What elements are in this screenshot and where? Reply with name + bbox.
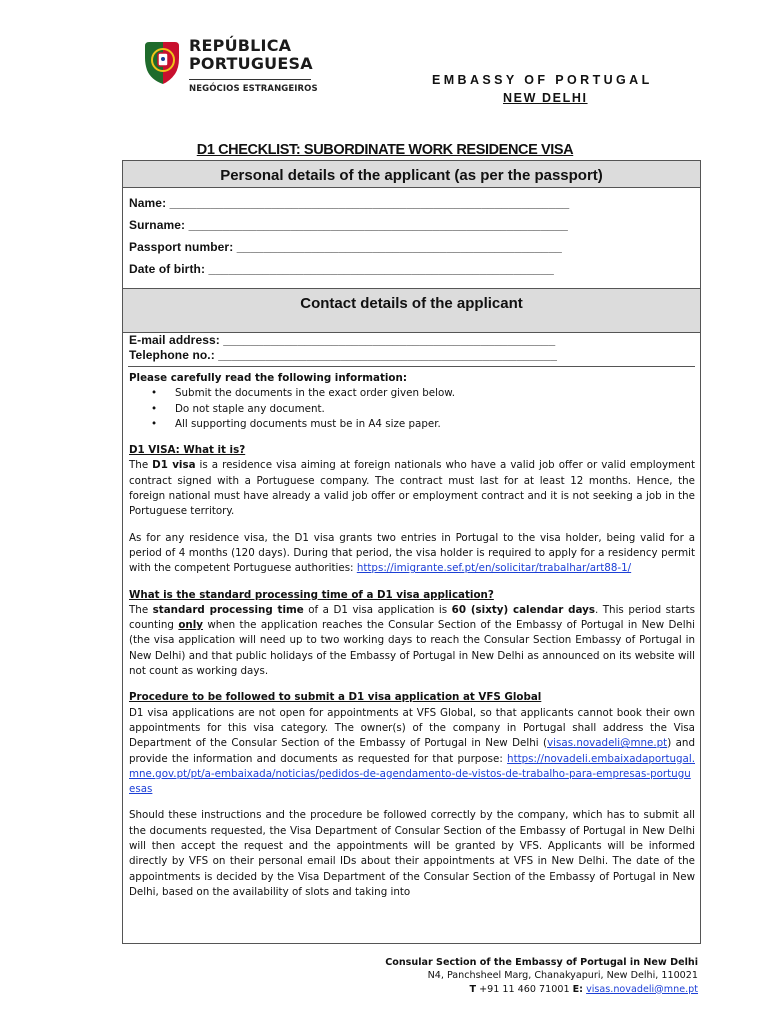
embassy-city: NEW DELHI bbox=[503, 91, 588, 105]
section-divider bbox=[128, 366, 695, 367]
processing-time-paragraph bbox=[129, 603, 695, 679]
procedure-paragraph bbox=[129, 706, 695, 798]
checklist-box bbox=[122, 160, 701, 944]
text-run: D1 visa applications are not open for appointments at VFS Global, so that applicants cannot book their own appointments for this visa category. The owner(s) of the company in Portugal shall address the Visa Department of the Consular Section of the Embassy of Portugal in New Delhi ( bbox=[129, 706, 695, 750]
email-field[interactable]: E-mail address: _________________________________________________ bbox=[129, 333, 556, 347]
text-run: The bbox=[129, 603, 153, 616]
footer-office: Consular Section of the Embassy of Portugal in New Delhi bbox=[385, 957, 698, 968]
footer-address: N4, Panchsheel Marg, Chanakyapuri, New Delhi, 110021 bbox=[427, 970, 698, 982]
footer-email-link[interactable]: visas.novadeli@mne.pt bbox=[586, 983, 698, 995]
logo-line1: REPÚBLICA bbox=[189, 36, 292, 55]
procedure-heading: Procedure to be followed to submit a D1 visa application at VFS Global bbox=[129, 691, 542, 704]
footer-phone: +91 11 460 71001 bbox=[479, 983, 570, 995]
telephone-field[interactable]: Telephone no.: __________________________________________________ bbox=[129, 348, 557, 362]
personal-details-heading: Personal details of the applicant (as per the passport) bbox=[123, 161, 700, 188]
what-heading: D1 VISA: What it is? bbox=[129, 444, 246, 457]
text-run: when the application reaches the Consular Section of the Embassy of Portugal in New Delhi (the visa application will need up to two working days to reach the Consular Section Embassy of Portugal in New Delhi) and that public holidays of the Embassy of Portugal in New Delhi as announced on its website will not count as working days. bbox=[129, 619, 695, 678]
sef-link[interactable]: https://imigrante.sef.pt/en/solicitar/trabalhar/art88-1/ bbox=[356, 562, 632, 575]
residency-paragraph bbox=[129, 531, 695, 577]
contact-details-heading: Contact details of the applicant bbox=[123, 288, 700, 333]
portugal-emblem-icon bbox=[141, 38, 181, 88]
phone-label: T bbox=[469, 983, 477, 995]
list-item: • All supporting documents must be in A4 size paper. bbox=[129, 417, 695, 432]
processing-time-heading: What is the standard processing time of a D1 visa application? bbox=[129, 588, 494, 601]
logo-divider bbox=[189, 79, 311, 80]
logo-line3: NEGÓCIOS ESTRANGEIROS bbox=[189, 84, 318, 94]
embassy-name: EMBASSY OF PORTUGAL bbox=[432, 73, 653, 87]
name-field[interactable]: Name: ___________________________________________________________ bbox=[129, 196, 570, 210]
visa-email-link[interactable]: visas.novadeli@mne.pt bbox=[547, 737, 668, 750]
footer-contact bbox=[385, 983, 698, 996]
list-item: • Submit the documents in the exact order given below. bbox=[129, 386, 695, 401]
document-title: D1 CHECKLIST: SUBORDINATE WORK RESIDENCE VISA bbox=[196, 142, 574, 158]
information-body bbox=[129, 371, 695, 900]
text-run-bold: 60 (sixty) calendar days bbox=[451, 603, 595, 616]
text-run: is a residence visa aiming at foreign nationals who have a valid job offer or valid employment contract signed with a Portuguese company. The contract must last for at least 12 months. Hence, the foreign national must have already a valid job offer or employment contract and it is not seeking a job in the Portuguese territory. bbox=[129, 459, 695, 518]
footer bbox=[385, 956, 698, 996]
text-run: The bbox=[129, 459, 153, 472]
logo-line2: PORTUGUESA bbox=[189, 54, 313, 73]
text-run-bold: standard processing time bbox=[152, 603, 304, 616]
list-item: • Do not staple any document. bbox=[129, 402, 695, 417]
info-heading: Please carefully read the following information: bbox=[129, 372, 407, 384]
email-label: E: bbox=[572, 983, 584, 995]
instructions-paragraph: Should these instructions and the procedure be followed correctly by the company, which has to submit all the documents requested, the Visa Department of Consular Section of the Embassy of Portugal in New Delhi will then accept the request and the appointments will be granted by VFS. Applicants will be informed directly by VFS on their personal email IDs about their appointments at VFS in New Delhi. The date of the appointments is decided by the Visa Department of the Consular Section of the Embassy of Portugal in New Delhi, based on the availability of slots and taking into bbox=[129, 809, 695, 898]
embassy-news-link[interactable]: https://novadeli.embaixadaportugal.mne.gov.pt/pt/a-embaixada/noticias/pedidos-de-agendamento-de-vistos-de-trabalho-para-empresas-portuguesas bbox=[129, 752, 695, 796]
info-bullet-list bbox=[129, 386, 695, 432]
what-paragraph bbox=[129, 458, 695, 519]
passport-number-field[interactable]: Passport number: ________________________________________________ bbox=[129, 240, 562, 254]
text-run-bold-underline: only bbox=[178, 619, 203, 632]
text-run: of a D1 visa application is bbox=[303, 603, 452, 616]
date-of-birth-field[interactable]: Date of birth: ___________________________________________________ bbox=[129, 262, 554, 276]
text-run: . This period starts counting bbox=[129, 603, 695, 632]
government-logo bbox=[141, 36, 341, 100]
text-run-bold: D1 visa bbox=[152, 459, 196, 472]
surname-field[interactable]: Surname: ________________________________________________________ bbox=[129, 218, 568, 232]
text-run: As for any residence visa, the D1 visa grants two entries in Portugal to the visa holder, being valid for a period of 4 months (120 days). During that period, the visa holder is required to apply for a residency permit with the competent Portuguese authorities: bbox=[129, 531, 695, 575]
text-run: ) and provide the information and documents as requested for that purpose: bbox=[129, 737, 695, 765]
